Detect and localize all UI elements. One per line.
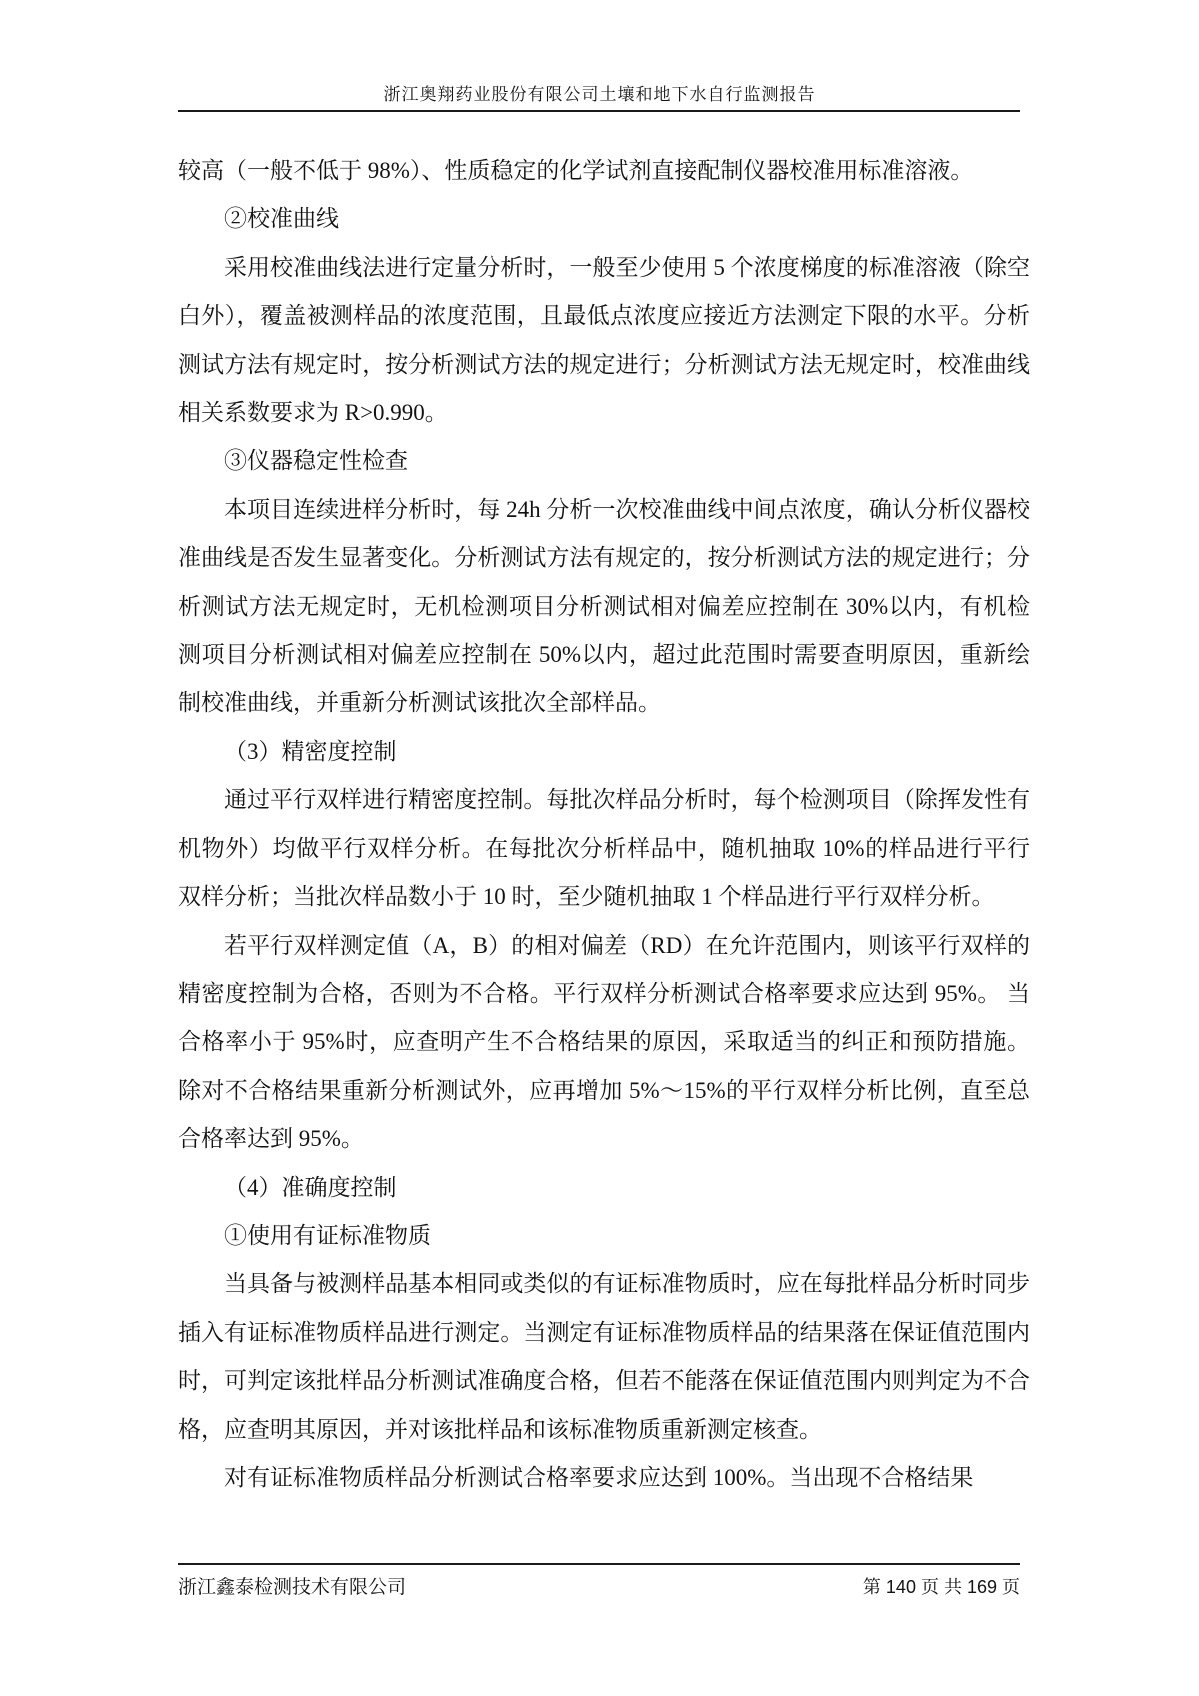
heading-instrument-stability: ③仪器稳定性检查 (224, 448, 408, 474)
header-title: 浙江奥翔药业股份有限公司土壤和地下水自行监测报告 (383, 85, 816, 104)
paragraph-precision-control-2: 若平行双样测定值（A，B）的相对偏差（RD）在允许范围内，则该平行双样的精密度控制为合格，否则为不合格。平行双样分析测试合格率要求应达到 95%。 当合格率小于 95%时，应查明产生不合格结果的原因，采取适当的纠正和预防措施。除对不合格结果重新分析测试外，应再增加 5%～15%的平行双样分析比例，直至总合格率达到 95%。 (178, 932, 1030, 1152)
paragraph-calibration-curve: 采用校准曲线法进行定量分析时，一般至少使用 5 个浓度梯度的标准溶液（除空白外），覆盖被测样品的浓度范围，且最低点浓度应接近方法测定下限的水平。分析测试方法有规定时，按分析测试方法的规定进行；分析测试方法无规定时，校准曲线相关系数要求为 R>0.990。 (178, 254, 1030, 426)
footer-page-number: 第 140 页 共 169 页 (862, 1577, 1020, 1597)
paragraph-instrument-stability: 本项目连续进样分析时，每 24h 分析一次校准曲线中间点浓度，确认分析仪器校准曲线是否发生显著变化。分析测试方法有规定的，按分析测试方法的规定进行；分析测试方法无规定时，无机检测项目分析测试相对偏差应控制在 30%以内，有机检测项目分析测试相对偏差应控制在 50%以内，超过此范围时需要查明原因，重新绘制校准曲线，并重新分析测试该批次全部样品。 (178, 496, 1030, 716)
footer-company: 浙江鑫泰检测技术有限公司 (178, 1577, 407, 1598)
paragraph-certified-reference-material-1: 当具备与被测样品基本相同或类似的有证标准物质时，应在每批样品分析时同步插入有证标准物质样品进行测定。当测定有证标准物质样品的结果落在保证值范围内时，可判定该批样品分析测试准确度合格，但若不能落在保证值范围内则判定为不合格，应查明其原因，并对该批样品和该标准物质重新测定核查。 (178, 1271, 1030, 1442)
document-body (178, 147, 1030, 1502)
heading-accuracy-control: （4）准确度控制 (224, 1174, 397, 1200)
paragraph-continuation: 较高（一般不低于 98%）、性质稳定的化学试剂直接配制仪器校准用标准溶液。 (178, 158, 974, 183)
heading-certified-reference-material: ①使用有证标准物质 (224, 1222, 431, 1248)
footer-rule (178, 1563, 1020, 1565)
header-rule (178, 110, 1020, 112)
paragraph-certified-reference-material-2: 对有证标准物质样品分析测试合格率要求应达到 100%。当出现不合格结果 (224, 1464, 974, 1490)
heading-calibration-curve: ②校准曲线 (224, 206, 339, 232)
heading-precision-control: （3）精密度控制 (224, 738, 397, 764)
paragraph-precision-control-1: 通过平行双样进行精密度控制。每批次样品分析时，每个检测项目（除挥发性有机物外）均做平行双样分析。在每批次分析样品中，随机抽取 10%的样品进行平行双样分析；当批次样品数小于 10 时，至少随机抽取 1 个样品进行平行双样分析。 (178, 787, 1030, 910)
